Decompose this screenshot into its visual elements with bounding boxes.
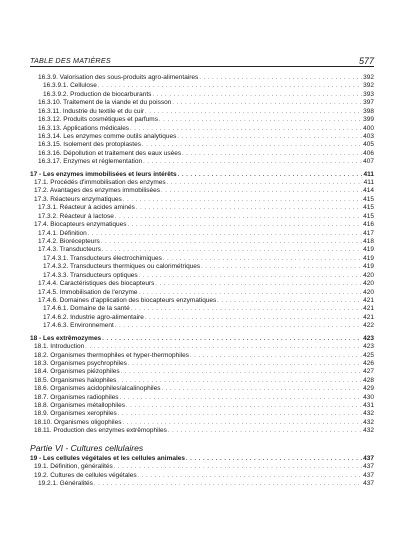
toc-page-number: 420 xyxy=(363,271,374,279)
toc-chapter-entry xyxy=(30,455,374,463)
toc-dot-leader xyxy=(186,455,362,463)
toc-dot-leader xyxy=(102,246,362,254)
toc-entry xyxy=(30,91,374,99)
toc-entry-label: 17.4.2. Biorécepteurs xyxy=(38,238,100,246)
toc-page-number: 432 xyxy=(363,410,374,418)
toc-entry-label: 17.2. Avantages des enzymes immobilisées xyxy=(34,187,160,195)
toc-entry-label: 16.3.17. Enzymes et réglementation xyxy=(38,158,143,166)
toc-entry xyxy=(30,472,374,480)
toc-page-number: 419 xyxy=(363,263,374,271)
toc-chapter-entry xyxy=(30,171,374,179)
toc-page-number: 437 xyxy=(363,463,374,471)
toc-page-number: 420 xyxy=(363,288,374,296)
toc-entry xyxy=(30,360,374,368)
toc-page-number: 392 xyxy=(363,74,374,81)
toc-entry xyxy=(30,74,374,82)
toc-page-number: 417 xyxy=(363,229,374,237)
toc-dot-leader xyxy=(98,82,362,90)
toc-entry-label: 17.4.6.3. Environnement xyxy=(43,322,114,330)
toc-entry xyxy=(30,196,374,204)
header-page-number: 577 xyxy=(358,56,374,66)
toc-entry-label: 17.4.3.3. Transducteurs optiques xyxy=(43,271,138,279)
toc-entry xyxy=(30,246,374,254)
toc-page-number: 422 xyxy=(363,322,374,330)
toc-entry-label: 18.1. Introduction xyxy=(34,343,85,351)
toc-page-number: 400 xyxy=(363,124,374,132)
toc-dot-leader xyxy=(163,255,362,263)
toc-dot-leader xyxy=(120,394,363,402)
toc-entry xyxy=(30,377,374,385)
toc-page-number: 420 xyxy=(363,280,374,288)
toc-page-number: 431 xyxy=(363,402,374,410)
toc-dot-leader xyxy=(182,150,362,158)
table-of-contents xyxy=(30,74,374,488)
toc-entry-label: 17.1. Procédés d'immobilisation des enzymes xyxy=(34,179,166,187)
toc-entry xyxy=(30,141,374,149)
toc-page-number: 419 xyxy=(363,246,374,254)
toc-entry-label: 18.6. Organismes acidophiles/alcalinophiles xyxy=(34,385,161,393)
header-rule xyxy=(30,66,374,67)
toc-entry xyxy=(30,314,374,322)
toc-entry xyxy=(30,368,374,376)
toc-dot-leader xyxy=(118,410,362,418)
toc-entry-label: 19 - Les cellules végétales et les cellules animales xyxy=(30,454,186,462)
toc-entry-label: 17.4.6.1. Domaine de la santé xyxy=(43,305,130,313)
toc-dot-leader xyxy=(172,99,362,107)
toc-dot-leader xyxy=(168,427,362,435)
toc-entry-label: 17.3.2. Réacteur à lactose xyxy=(38,212,114,220)
toc-dot-leader xyxy=(115,322,362,330)
toc-entry xyxy=(30,385,374,393)
toc-page-number: 415 xyxy=(363,204,374,212)
toc-entry-label: 18.2. Organismes thermophiles et hyper-thermophiles xyxy=(34,351,189,359)
toc-dot-leader xyxy=(136,204,362,212)
toc-dot-leader xyxy=(159,116,362,124)
toc-entry xyxy=(30,289,374,297)
toc-dot-leader xyxy=(117,377,362,385)
toc-page-number: 406 xyxy=(363,149,374,157)
toc-dot-leader xyxy=(155,280,362,288)
toc-entry-label: 18.3. Organismes psychrophiles xyxy=(34,359,127,367)
toc-page-number: 397 xyxy=(363,99,374,107)
toc-entry xyxy=(30,480,374,488)
toc-dot-leader xyxy=(217,297,362,305)
running-header xyxy=(30,51,374,67)
toc-entry-label: 17.4.3.2. Transducteurs thermiques ou calorimétriques xyxy=(43,263,201,271)
toc-page-number: 418 xyxy=(363,238,374,246)
toc-entry xyxy=(30,150,374,158)
toc-page-number: 430 xyxy=(363,393,374,401)
toc-entry-label: 17.4.6. Domaines d'application des biocapteurs enzymatiques xyxy=(38,296,217,304)
toc-entry xyxy=(30,463,374,471)
toc-dot-leader xyxy=(178,171,363,179)
toc-dot-leader xyxy=(199,74,362,82)
toc-entry-label: 18.4. Organismes piézophiles xyxy=(34,368,120,376)
toc-dot-leader xyxy=(94,480,362,488)
toc-entry xyxy=(30,99,374,107)
toc-dot-leader xyxy=(128,360,362,368)
toc-entry xyxy=(30,352,374,360)
toc-entry-label: 16.3.14. Les enzymes comme outils analytiques xyxy=(38,132,177,140)
toc-entry xyxy=(30,230,374,238)
toc-entry-label: 19.2.1. Généralités xyxy=(38,479,93,487)
toc-entry xyxy=(30,419,374,427)
toc-entry-label: 17 - Les enzymes immobilisées et leurs intérêts xyxy=(30,170,177,178)
toc-entry-label: 16.3.16. Dépollution et traitement des eaux usées xyxy=(38,149,182,157)
toc-dot-leader xyxy=(145,314,362,322)
toc-page-number: 411 xyxy=(363,179,374,187)
toc-page-number: 423 xyxy=(363,334,374,342)
toc-page-number: 398 xyxy=(363,107,374,115)
toc-entry xyxy=(30,272,374,280)
toc-entry-label: 16.3.15. Isolement des protoplastes xyxy=(38,141,141,149)
toc-entry-label: 17.4.6.2. Industrie agro-alimentaire xyxy=(43,313,144,321)
toc-entry xyxy=(30,108,374,116)
toc-entry-label: 17.4.5. Immobilisation de l'enzyme xyxy=(38,288,138,296)
toc-entry-label: 19.1. Définition, généralités xyxy=(34,463,113,471)
toc-dot-leader xyxy=(115,213,362,221)
toc-entry xyxy=(30,322,374,330)
toc-page-number: 428 xyxy=(363,376,374,384)
toc-dot-leader xyxy=(126,402,362,410)
toc-dot-leader xyxy=(128,221,363,229)
toc-dot-leader xyxy=(102,335,362,343)
toc-page-number: 429 xyxy=(363,385,374,393)
toc-entry xyxy=(30,238,374,246)
toc-page-number: 437 xyxy=(363,479,374,487)
toc-entry-label: 17.3. Réacteurs enzymatiques xyxy=(34,195,122,203)
toc-dot-leader xyxy=(85,343,362,351)
toc-page-number: 421 xyxy=(363,305,374,313)
toc-page-number: 411 xyxy=(363,170,374,178)
toc-dot-leader xyxy=(143,158,362,166)
toc-page-number: 399 xyxy=(363,116,374,124)
toc-entry xyxy=(30,158,374,166)
toc-dot-leader xyxy=(122,419,362,427)
toc-entry-label: 16.3.9.1. Cellulose xyxy=(43,82,97,90)
toc-dot-leader xyxy=(177,133,362,141)
toc-entry xyxy=(30,179,374,187)
toc-page-number: 405 xyxy=(363,141,374,149)
toc-page-number: 432 xyxy=(363,418,374,426)
toc-dot-leader xyxy=(101,238,362,246)
toc-page-number: 416 xyxy=(363,221,374,229)
toc-dot-leader xyxy=(139,289,363,297)
header-title: TABLE DES MATIÈRES xyxy=(30,56,111,65)
toc-page-number: 415 xyxy=(363,195,374,203)
toc-page-number: 421 xyxy=(363,296,374,304)
toc-entry xyxy=(30,343,374,351)
toc-dot-leader xyxy=(121,368,363,376)
toc-dot-leader xyxy=(152,91,362,99)
toc-dot-leader xyxy=(201,263,362,271)
toc-page-number: 403 xyxy=(363,132,374,140)
toc-page-number: 423 xyxy=(363,343,374,351)
toc-page-number: 421 xyxy=(363,313,374,321)
toc-entry xyxy=(30,204,374,212)
toc-entry-label: 17.4. Biocapteurs enzymatiques xyxy=(34,221,127,229)
toc-entry-label: 16.3.10. Traitement de la viande et du poisson xyxy=(38,99,172,107)
toc-entry xyxy=(30,297,374,305)
toc-entry-label: 18 - Les extrêmozymes xyxy=(30,334,102,342)
toc-entry xyxy=(30,427,374,435)
toc-entry-label: 19.2. Cultures de cellules végétales xyxy=(34,471,137,479)
toc-entry-label: 16.3.9. Valorisation des sous-produits agro-alimentaires xyxy=(38,74,199,81)
toc-entry-label: 16.3.13. Applications médicales xyxy=(38,124,130,132)
toc-entry-label: 17.4.1. Définition xyxy=(38,229,87,237)
part-title: Partie VI - Cultures cellulaires xyxy=(30,442,144,453)
toc-entry xyxy=(30,133,374,141)
toc-page-number: 415 xyxy=(363,212,374,220)
toc-entry-label: 18.7. Organismes radiophiles xyxy=(34,393,119,401)
toc-entry-label: 18.10. Organismes oligophiles xyxy=(34,418,122,426)
toc-dot-leader xyxy=(130,125,362,133)
toc-dot-leader xyxy=(138,472,363,480)
toc-page-number: 419 xyxy=(363,254,374,262)
toc-entry xyxy=(30,394,374,402)
toc-entry-label: 17.3.1. Réacteur à acides aminés xyxy=(38,204,135,212)
toc-entry xyxy=(30,410,374,418)
toc-page-number: 427 xyxy=(363,368,374,376)
toc-entry-label: 16.3.12. Produits cosmétiques et parfums xyxy=(38,116,158,124)
toc-entry-label: 18.11. Production des enzymes extrêmophiles xyxy=(34,427,167,435)
toc-entry xyxy=(30,280,374,288)
toc-entry xyxy=(30,305,374,313)
toc-entry xyxy=(30,255,374,263)
toc-dot-leader xyxy=(123,196,362,204)
toc-page-number: 425 xyxy=(363,351,374,359)
toc-page-number: 392 xyxy=(363,82,374,90)
toc-dot-leader xyxy=(161,187,362,195)
toc-dot-leader xyxy=(88,230,362,238)
toc-entry xyxy=(30,221,374,229)
toc-entry-label: 17.4.4. Caractéristiques des biocapteurs xyxy=(38,280,155,288)
toc-entry xyxy=(30,213,374,221)
toc-chapter-entry xyxy=(30,335,374,343)
toc-dot-leader xyxy=(167,179,363,187)
toc-entry-label: 18.8. Organismes métallophiles xyxy=(34,402,126,410)
toc-entry-label: 16.3.9.2. Production de biocarburants xyxy=(43,90,152,98)
toc-entry xyxy=(30,82,374,90)
toc-entry xyxy=(30,125,374,133)
toc-entry-label: 17.4.3. Transducteurs xyxy=(38,246,101,254)
toc-entry-label: 18.9. Organismes xerophiles xyxy=(34,410,117,418)
toc-page-number: 426 xyxy=(363,359,374,367)
toc-page-number: 393 xyxy=(363,90,374,98)
toc-entry xyxy=(30,402,374,410)
toc-dot-leader xyxy=(145,108,362,116)
toc-entry xyxy=(30,263,374,271)
toc-dot-leader xyxy=(190,352,362,360)
toc-page-number: 407 xyxy=(363,158,374,166)
toc-entry-label: 18.5. Organismes halophiles xyxy=(34,376,117,384)
toc-page-number: 437 xyxy=(363,471,374,479)
toc-page-number: 414 xyxy=(363,187,374,195)
toc-dot-leader xyxy=(131,305,362,313)
toc-dot-leader xyxy=(114,463,362,471)
toc-dot-leader xyxy=(139,272,362,280)
toc-dot-leader xyxy=(161,385,362,393)
toc-entry xyxy=(30,187,374,195)
toc-entry-label: 17.4.3.1. Transducteurs électrochimiques xyxy=(43,254,162,262)
toc-page-number: 432 xyxy=(363,427,374,435)
toc-page-number: 437 xyxy=(363,454,374,462)
toc-entry-label: 16.3.11. Industrie du textile et du cuir xyxy=(38,107,145,115)
toc-entry xyxy=(30,116,374,124)
toc-dot-leader xyxy=(142,141,362,149)
